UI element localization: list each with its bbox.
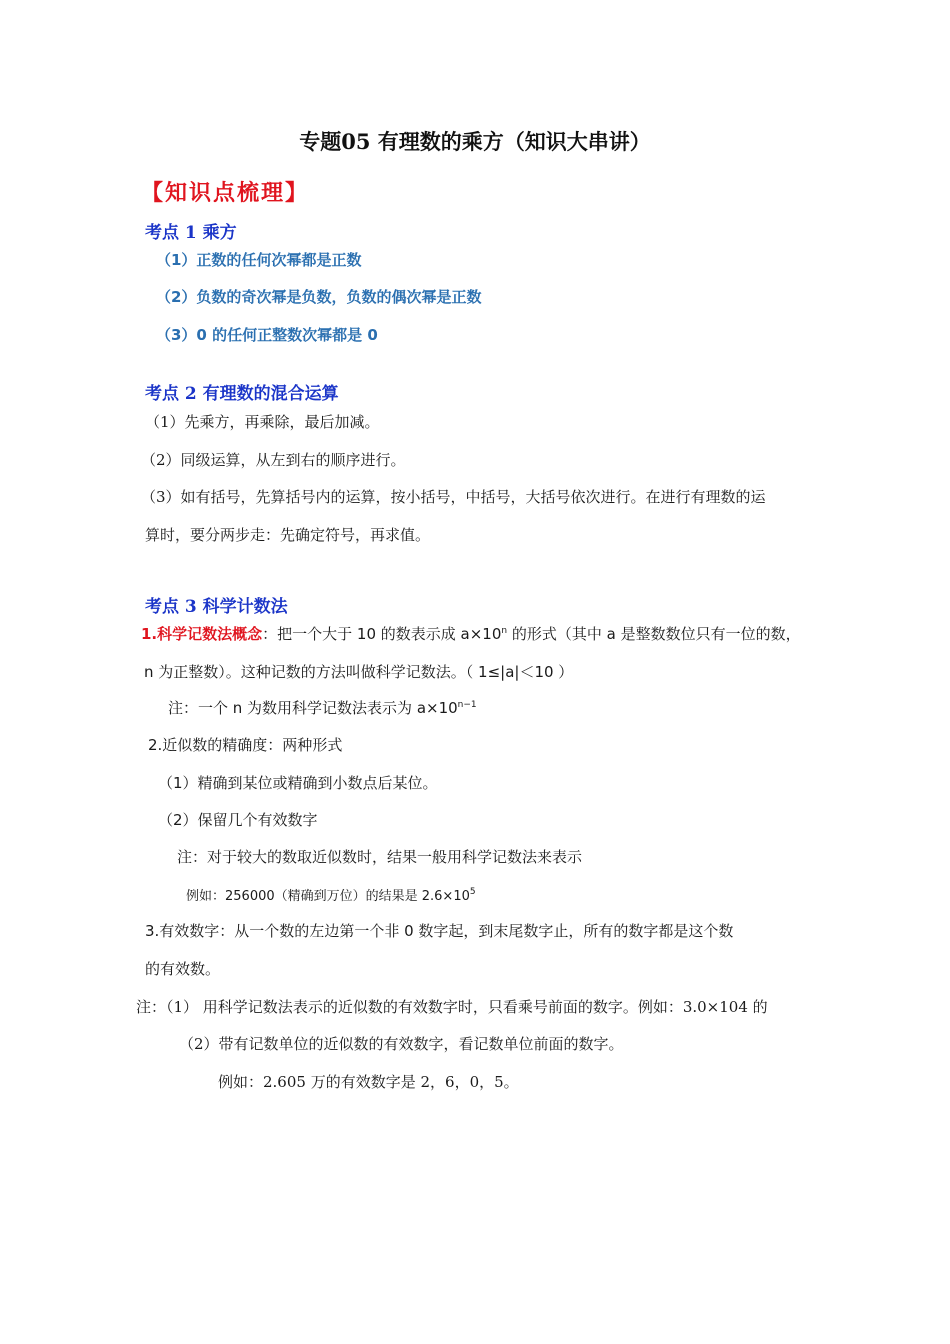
example-2: 例如：2.605 万的有效数字是 2，6，0，5。 <box>218 1073 519 1091</box>
kp3-heading: 考点 3 科学计数法 <box>145 597 288 617</box>
kp1-item-1: （1）正数的任何次幂都是正数 <box>156 251 362 269</box>
approx-heading: 2.近似数的精确度：两种形式 <box>148 736 343 754</box>
note-3-line-1: 注：（1） 用科学记数法表示的近似数的有效数字时，只看乘号前面的数字。例如：3.0×104 的 <box>136 998 768 1016</box>
kp2-item-2: （2）同级运算，从左到右的顺序进行。 <box>141 451 406 469</box>
kp2-item-3-cont: 算时，要分两步走：先确定符号，再求值。 <box>145 526 431 544</box>
concept-line-1 <box>141 623 801 644</box>
kp2-item-3: （3）如有括号，先算括号内的运算，按小括号，中括号，大括号依次进行。在进行有理数的运 <box>141 488 766 506</box>
section-heading: 【知识点梳理】 <box>141 180 310 206</box>
note-1-sup: n−1 <box>457 700 477 710</box>
kp1-item-3: （3）0 的任何正整数次幂都是 0 <box>156 326 378 344</box>
note-1-text: 注：一个 n 为数用科学记数法表示为 a×10 <box>168 699 458 717</box>
sig-figures-line-1: 3.有效数字：从一个数的左边第一个非 0 数字起，到末尾数字止，所有的数字都是这个数 <box>145 922 734 940</box>
example-1-text: 例如：256000（精确到万位）的结果是 2.6×10 <box>186 889 470 904</box>
sig-figures-line-2: 的有效数。 <box>145 960 221 978</box>
note-1 <box>168 697 477 718</box>
note-2: 注：对于较大的数取近似数时，结果一般用科学记数法来表示 <box>177 848 583 866</box>
kp2-item-1: （1）先乘方，再乘除，最后加减。 <box>145 413 380 431</box>
page-title: 专题05 有理数的乘方（知识大串讲） <box>299 129 651 154</box>
concept-label: 1.科学记数法概念 <box>141 625 263 643</box>
kp1-item-2: （2）负数的奇次幂是负数，负数的偶次幂是正数 <box>156 288 482 306</box>
kp2-heading: 考点 2 有理数的混合运算 <box>145 384 339 404</box>
example-1 <box>186 885 476 904</box>
approx-item-1: （1）精确到某位或精确到小数点后某位。 <box>158 774 438 792</box>
concept-text-b: 的形式（其中 a 是整数数位只有一位的数， <box>507 625 801 643</box>
note-3-line-2: （2）带有记数单位的近似数的有效数字，看记数单位前面的数字。 <box>179 1035 624 1053</box>
example-1-sup: 5 <box>469 887 476 897</box>
approx-item-2: （2）保留几个有效数字 <box>158 811 318 829</box>
concept-text-a: ：把一个大于 10 的数表示成 a×10 <box>262 625 502 643</box>
kp1-heading: 考点 1 乘方 <box>145 223 237 243</box>
concept-sup: n <box>501 626 508 636</box>
concept-line-2: n 为正整数）。这种记数的方法叫做科学记数法。（ 1≤|a|＜10 ） <box>144 663 574 681</box>
